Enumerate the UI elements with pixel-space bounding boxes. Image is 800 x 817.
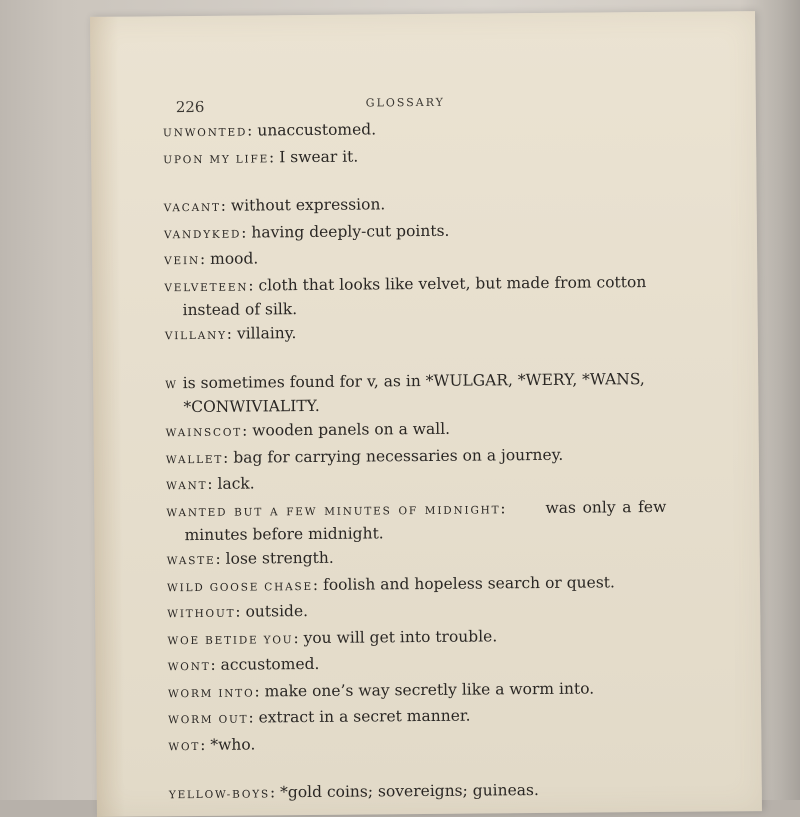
entry-term: VACANT xyxy=(163,201,221,215)
entry-term: WANTED BUT A FEW MINUTES OF MIDNIGHT xyxy=(166,503,501,519)
entry-separator: : xyxy=(268,147,280,166)
entry-definition: *gold coins; sovereigns; guineas. xyxy=(280,781,539,802)
page-header xyxy=(176,95,576,118)
glossary-entry xyxy=(168,729,668,757)
entry-definition: bag for carrying necessaries on a journey. xyxy=(233,445,564,467)
entry-separator: : xyxy=(247,121,258,140)
entry-term: WASTE xyxy=(166,554,216,568)
entry-separator: : xyxy=(269,783,281,802)
entry-definition: without expression. xyxy=(230,195,386,215)
entry-term: WORM OUT xyxy=(168,713,249,727)
glossary-entry xyxy=(163,116,663,144)
entry-definition: lose strength. xyxy=(225,548,334,568)
glossary-entry xyxy=(164,217,664,245)
entry-definition: mood. xyxy=(210,249,259,268)
entry-definition: I swear it. xyxy=(279,147,359,166)
glossary-entry xyxy=(164,244,664,272)
entry-term: W xyxy=(165,378,178,391)
entry-term: VELVETEEN xyxy=(164,281,249,294)
entry-definition: accustomed. xyxy=(220,654,320,674)
entry-separator: : xyxy=(226,324,238,343)
glossary-entry xyxy=(169,778,669,806)
glossary-entry xyxy=(167,570,667,598)
entry-separator: : xyxy=(200,735,211,754)
glossary-entry xyxy=(167,597,667,625)
entry-term: YELLOW-BOYS xyxy=(168,788,271,802)
entry-term: WOT xyxy=(168,740,201,753)
entry-term: WOE BETIDE YOU xyxy=(167,633,294,647)
entry-separator: : xyxy=(207,474,218,493)
entry-separator: : xyxy=(248,275,259,295)
book-page xyxy=(90,11,762,817)
running-head: GLOSSARY xyxy=(365,95,445,110)
entry-term: VANDYKED xyxy=(163,228,242,241)
entry-definition: make one’s way secretly like a worm into. xyxy=(264,679,595,700)
entry-definition: cloth that looks like velvet, but made from cotton instead of silk. xyxy=(182,272,647,319)
glossary-entry xyxy=(168,650,668,678)
glossary-entry xyxy=(163,142,663,170)
glossary-entry xyxy=(168,703,668,731)
entry-definition: extract in a secret manner. xyxy=(258,706,471,727)
entry-term: WORM INTO xyxy=(167,686,255,700)
glossary-entry xyxy=(167,544,667,572)
entry-separator: : xyxy=(248,708,259,727)
entry-separator: : xyxy=(210,655,221,674)
entry-term: WILD GOOSE CHASE xyxy=(166,580,313,594)
entry-separator: : xyxy=(215,549,226,568)
entry-definition: having deeply-cut points. xyxy=(251,221,450,242)
entry-separator: : xyxy=(312,575,324,594)
entry-definition: lack. xyxy=(217,474,255,493)
glossary-entry xyxy=(164,191,664,219)
entry-separator: : xyxy=(241,421,253,440)
entry-separator: : xyxy=(254,681,265,700)
entry-definition: *who. xyxy=(210,734,256,754)
entry-definition: villainy. xyxy=(236,324,297,343)
entry-separator: : xyxy=(293,628,304,647)
entry-separator: : xyxy=(235,602,246,621)
entry-separator: : xyxy=(500,498,546,517)
entry-definition: outside. xyxy=(245,602,309,621)
entry-separator: : xyxy=(199,249,211,268)
entry-definition: was only a few minutes before midnight. xyxy=(184,497,667,544)
entry-definition: foolish and hopeless search or quest. xyxy=(322,572,615,594)
entry-separator: : xyxy=(241,223,252,242)
page-number: 226 xyxy=(175,97,205,117)
entry-term: WANT xyxy=(166,479,208,493)
entry-definition: wooden panels on a wall. xyxy=(252,419,451,440)
entry-term: WAINSCOT xyxy=(165,426,243,440)
entry-term: WALLET xyxy=(165,453,224,466)
entry-definition: you will get into trouble. xyxy=(303,626,498,647)
entry-term: VILLANY xyxy=(164,329,227,343)
entry-definition: unaccustomed. xyxy=(257,120,377,140)
glossary-entry xyxy=(166,416,666,444)
glossary-entry xyxy=(166,442,666,470)
entry-term: UNWONTED xyxy=(162,126,248,140)
entry-term: WONT xyxy=(167,660,211,674)
entry-term: VEIN xyxy=(164,254,200,268)
entry-term: WITHOUT xyxy=(167,607,236,621)
entry-term: UPON MY LIFE xyxy=(163,152,270,166)
glossary-entries xyxy=(163,116,669,809)
glossary-entry xyxy=(167,623,667,651)
entry-separator: : xyxy=(220,196,231,215)
entry-separator: : xyxy=(223,448,234,467)
glossary-entry xyxy=(166,495,666,545)
entry-definition: is sometimes found for v, as in *WULGAR, *WERY, *WANS, *CONWIVIALITY. xyxy=(182,369,645,416)
glossary-entry xyxy=(168,676,668,704)
glossary-entry xyxy=(165,367,665,417)
glossary-entry xyxy=(164,270,664,320)
glossary-entry xyxy=(165,319,665,347)
glossary-entry xyxy=(166,469,666,497)
